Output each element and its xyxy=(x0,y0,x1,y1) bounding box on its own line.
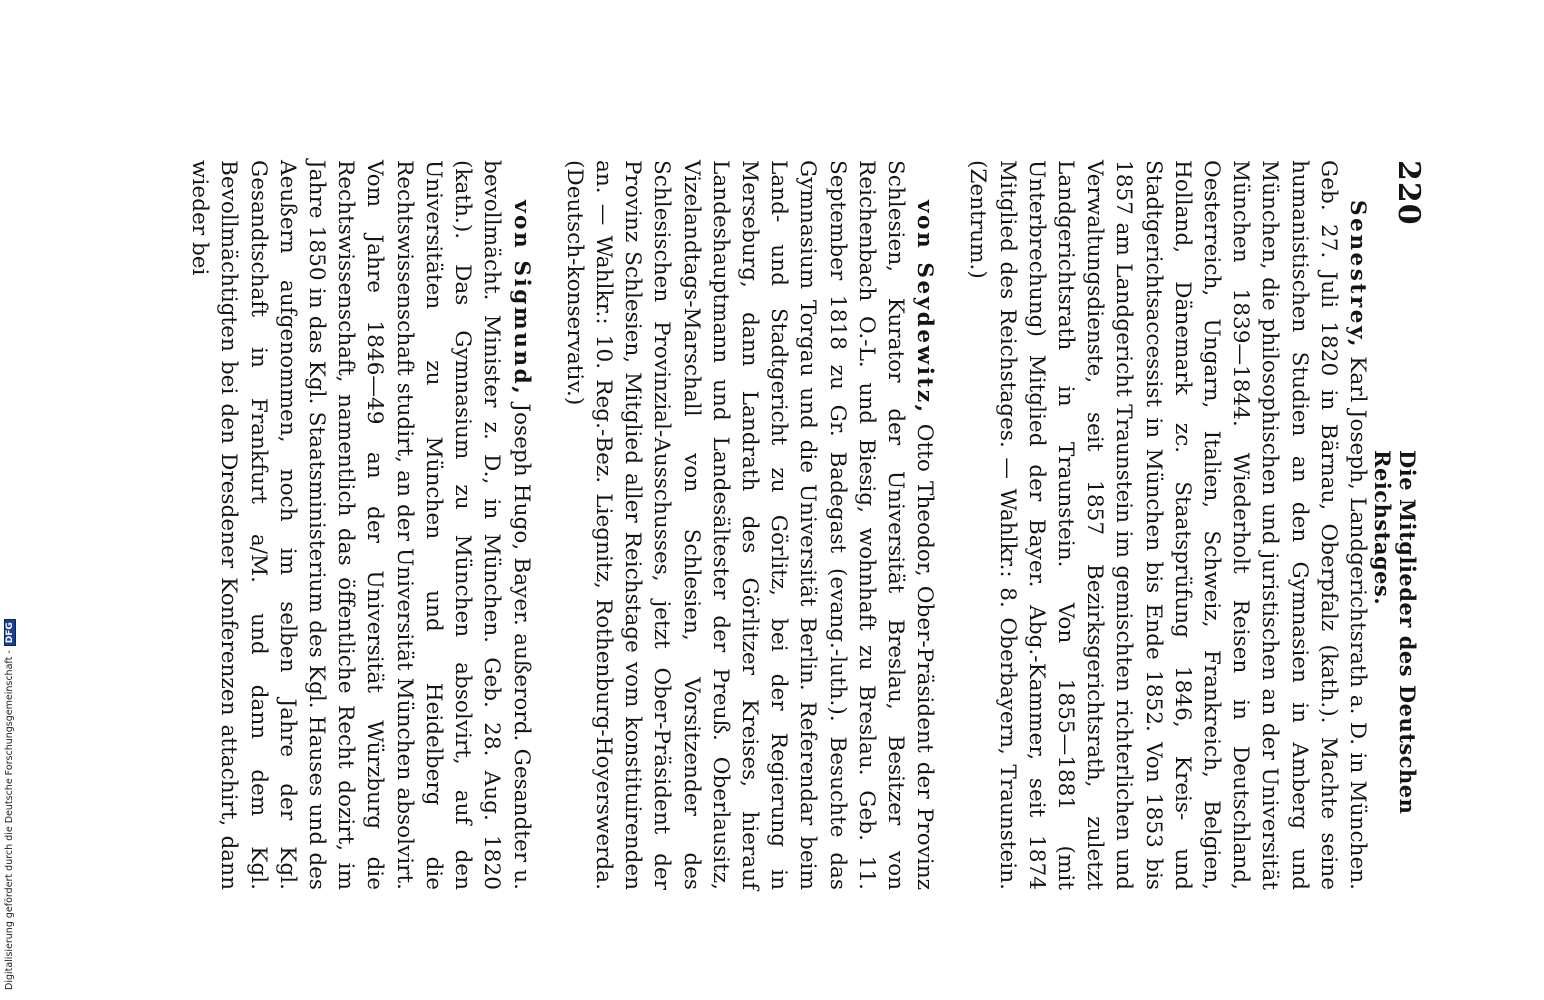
entry-text: Karl Joseph, Landgerichtsrath a. D. in München. Geb. 27. Juli 1820 in Bärnau, Oberpfalz (kath.). Machte seine humanistischen Studien an den Gymnasien in Amberg und München, die philosophischen und juristischen an der Universität München 1839—1844. Wiederholt Reisen in Deutschland, Oesterreich, Ungarn, Italien, Schweiz, Frankreich, Belgien, Holland, Dänemark zc. Staatsprüfung 1846, Kreis- und Stadtgerichtsaccessist in München bis Ende 1852. Von 1853 bis 1857 am Landgericht Traunstein im gemischten richterlichen und Verwaltungsdienste, seit 1857 Bezirksgerichtsrath, zuletzt Landgerichtsrath in Traunstein. Von 1855—1881 (mit Unterbrechung) Mitglied der Bayer. Abg.-Kammer, seit 1874 Mitglied des Reichstages. — Wahlkr.: 8. Oberbayern, Traunstein. (Zentrum.) xyxy=(965,160,1370,890)
entry-name: von Sigmund, xyxy=(508,200,534,397)
dfg-logo: DFG xyxy=(4,619,16,646)
entry-name: von Seydewitz, xyxy=(912,200,938,415)
biography-entry-senestrey xyxy=(963,160,1372,890)
document-page xyxy=(150,150,1430,910)
entry-text: Joseph Hugo, Bayer. außerord. Gesandter u. bevollmächt. Minister z. D., in München. Geb. 28. Aug. 1820 (kath.). Das Gymnasium zu München absolvirt, auf den Universitäten zu München und Heidelberg die Rechtswissenschaft studirt, an der Universität München absolvirt. Vom Jahre 1846—49 an der Universität Würzburg die Rechtswissenschaft, namentlich das öffentliche Recht dozirt, im Jahre 1850 in das Kgl. Staatsministerium des Kgl. Hauses und des Aeußern aufgenommen, noch im selben Jahre der Kgl. Gesandtschaft in Frankfurt a/M. und dann dem Kgl. Bevollmächtigten bei den Dresdener Konferenzen attachirt, dann wieder bei xyxy=(187,160,534,890)
digitization-credit-text xyxy=(4,619,16,990)
entry-name: Senestrey, xyxy=(1345,200,1370,350)
text-body xyxy=(161,160,1372,890)
page-number: 220 xyxy=(1391,160,1426,226)
running-head xyxy=(1370,160,1426,890)
entry-text: Otto Theodor, Ober-Präsident der Provinz Schlesien, Kurator der Universität Breslau, Besitzer von Reichenbach O.-L. und Biesig, wohnhaft zu Breslau. Geb. 11. September 1818 zu Gr. Badegast (evang.-luth.). Besuchte das Gymnasium Torgau und die Universität Berlin. Referendar beim Land- und Stadtgericht zu Görlitz, bei der Regierung in Merseburg, dann Landrath des Görlitzer Kreises, hierauf Landeshauptmann und Landesältester der Preuß. Oberlausitz, Vizelandtags-Marschall von Schlesien, Vorsitzender des Schlesischen Provinzial-Ausschusses, jetzt Ober-Präsident der Provinz Schlesien, Mitglied aller Reichstage vom konstituirenden an. — Wahlkr.: 10. Reg.-Bez. Liegnitz, Rothenburg-Hoyerswerda. (Deutsch-konservativ.) xyxy=(561,160,938,890)
running-head-title: Die Mitglieder des Deutschen Reichstages. xyxy=(1370,450,1420,815)
biography-entry-sigmund xyxy=(185,160,535,890)
credit-label: Digitalisierung gefördert durch die Deutsche Forschungsgemeinschaft - xyxy=(4,650,15,990)
biography-entry-seydewitz xyxy=(560,160,940,890)
